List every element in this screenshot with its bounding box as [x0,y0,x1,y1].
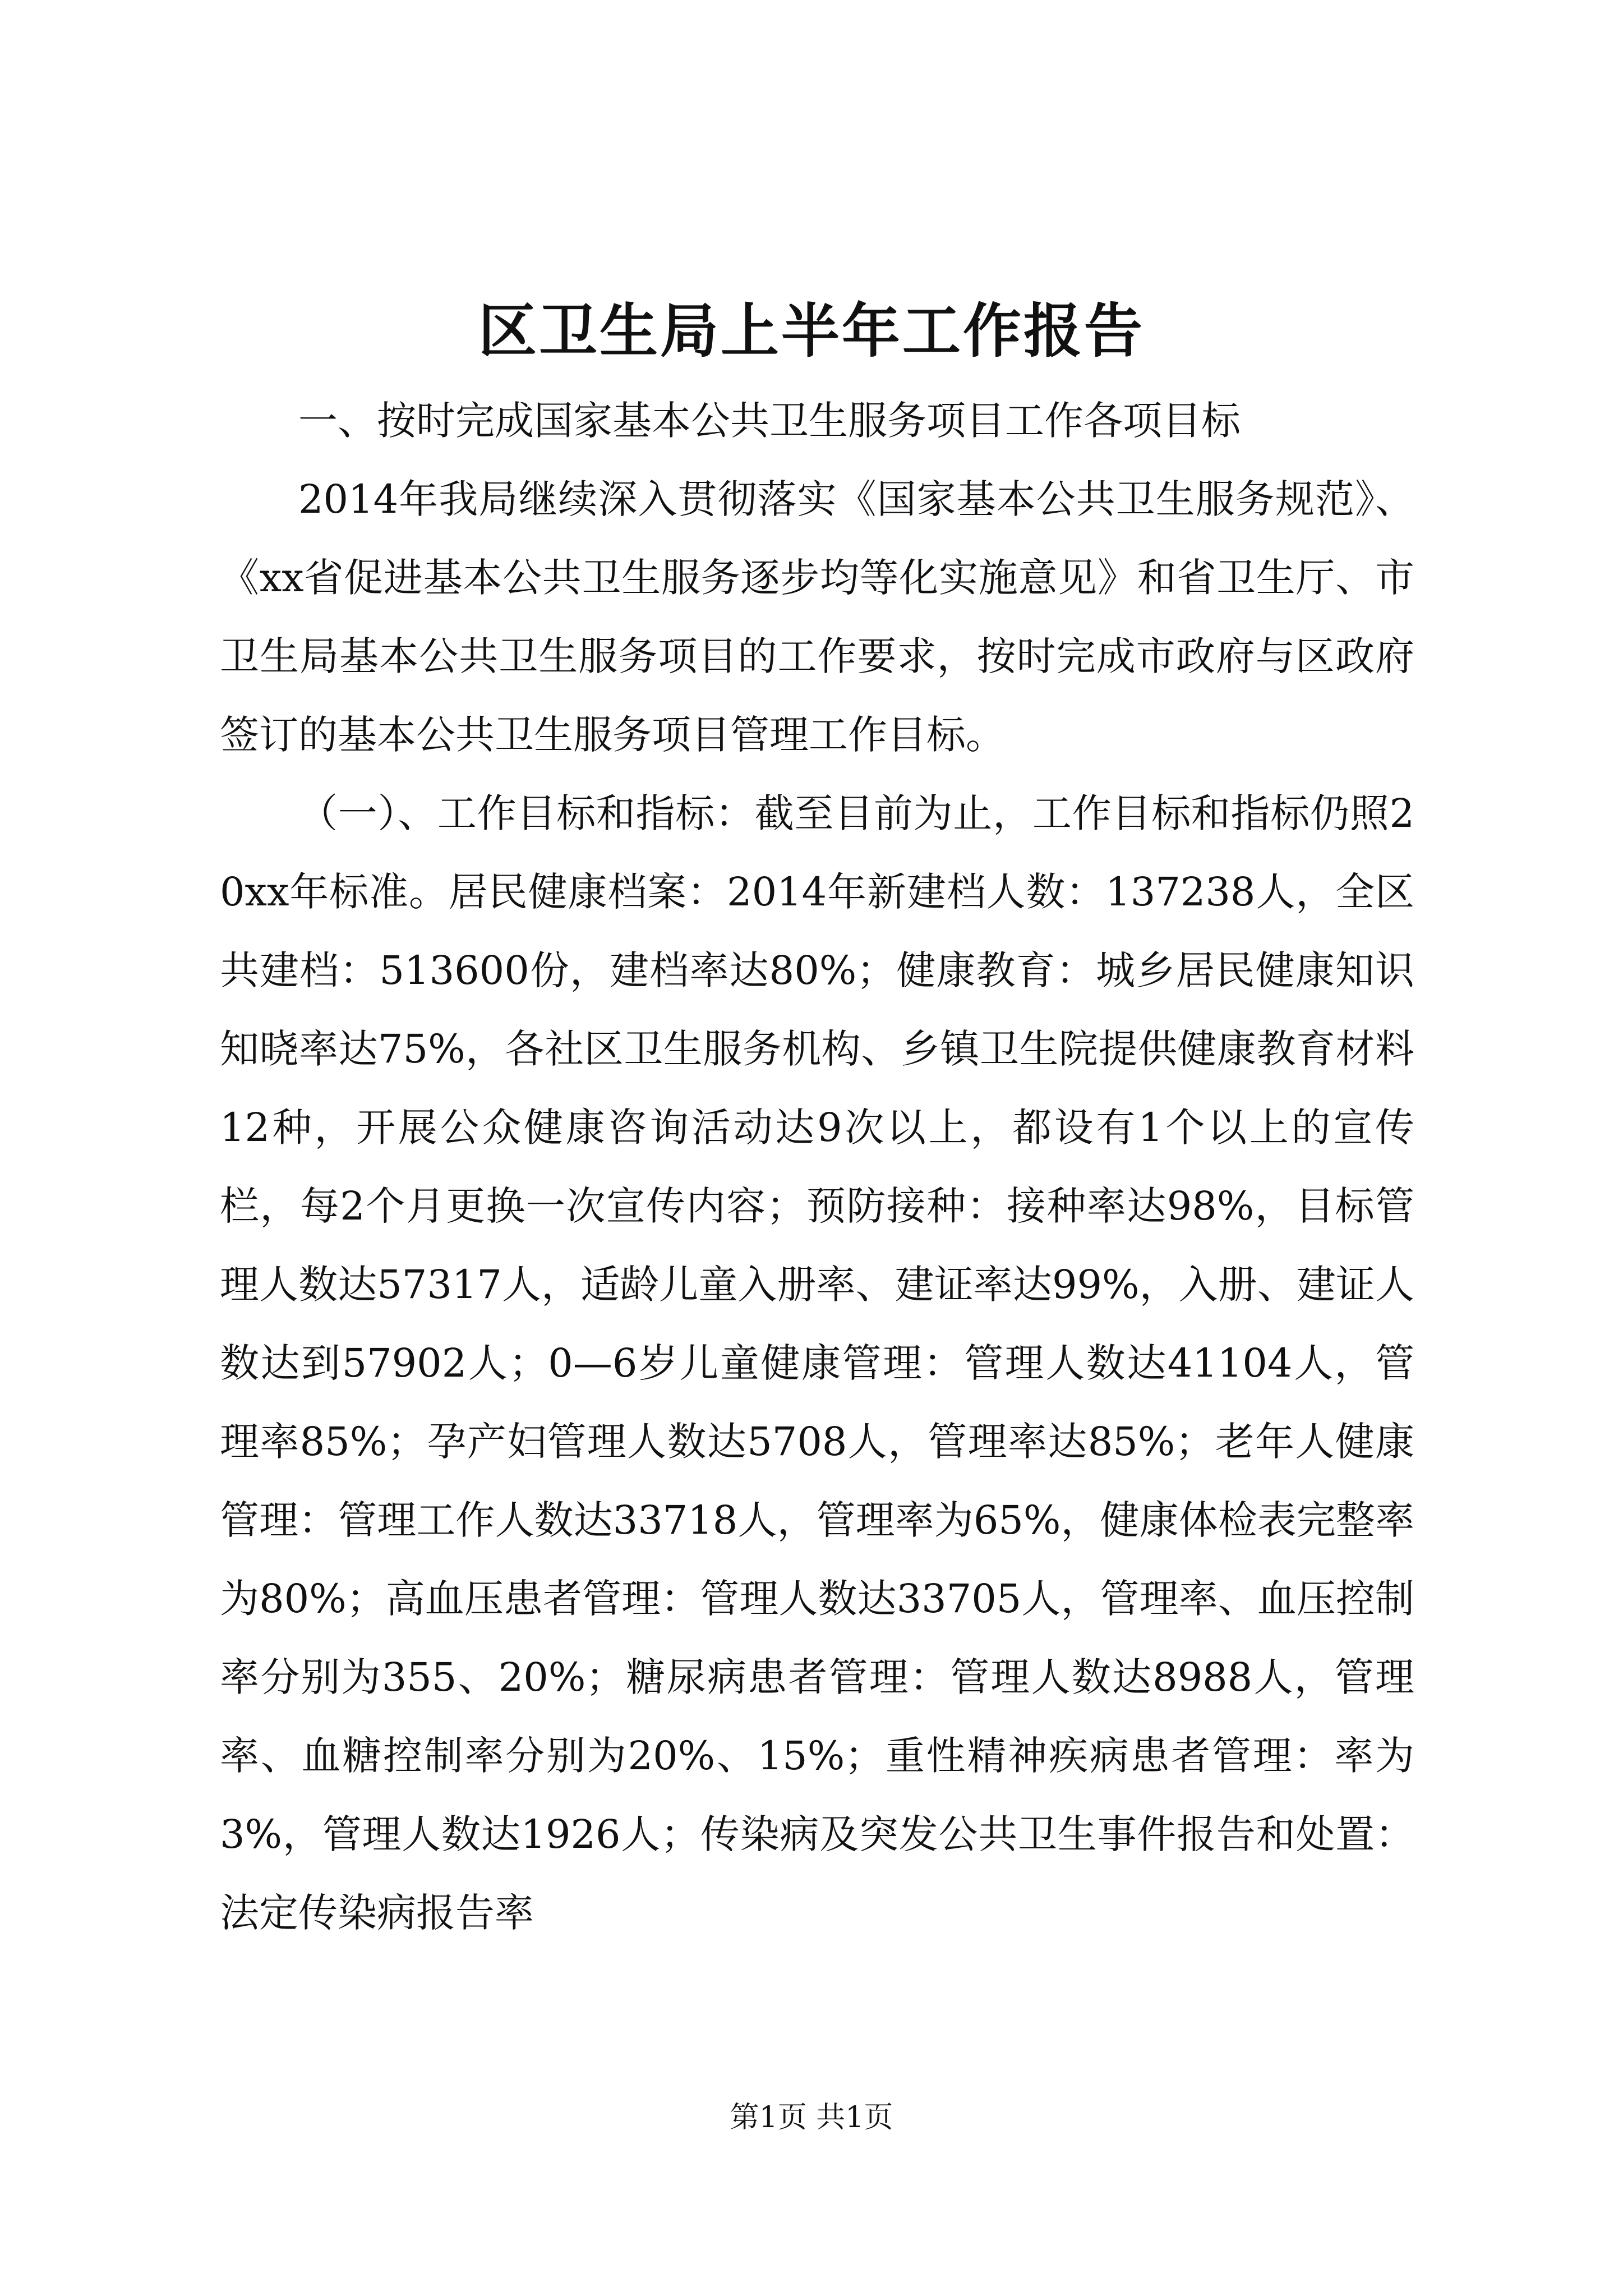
section-heading: 一、按时完成国家基本公共卫生服务项目工作各项目标 [298,398,1241,444]
paragraph-intro: 2014年我局继续深入贯彻落实《国家基本公共卫生服务规范》、《xx省促进基本公共卫生服务逐步均等化实施意见》和省卫生厅、市卫生局基本公共卫生服务项目的工作要求，按时完成市政府与区政府签订的基本公共卫生服务项目管理工作目标。 [220,476,1414,758]
document-title: 区卫生局上半年工作报告 [478,296,1145,365]
page-footer: 第1页 共1页 [730,2101,893,2134]
document-body [220,381,1414,1952]
paragraph-targets: （一）、工作目标和指标：截至目前为止，工作目标和指标仍照20xx年标准。居民健康档案：2014年新建档人数：137238人，全区共建档：513600份，建档率达80%；健康教育：城乡居民健康知识知晓率达75%，各社区卫生服务机构、乡镇卫生院提供健康教育材料12种，开展公众健康咨询活动达9次以上，都设有1个以上的宣传栏，每2个月更换一次宣传内容；预防接种：接种率达98%，目标管理人数达57317人，适龄儿童入册率、建证率达99%，入册、建证人数达到57902人；0—6岁儿童健康管理：管理人数达41104人，管理率85%；孕产妇管理人数达5708人，管理率达85%；老年人健康管理：管理工作人数达33718人，管理率为65%，健康体检表完整率为80%；高血压患者管理：管理人数达33705人，管理率、血压控制率分别为355、20%；糖尿病患者管理：管理人数达8988人，管理率、血糖控制率分别为20%、15%；重性精神疾病患者管理：率为3%，管理人数达1926人；传染病及突发公共卫生事件报告和处置：法定传染病报告率 [220,790,1414,1936]
